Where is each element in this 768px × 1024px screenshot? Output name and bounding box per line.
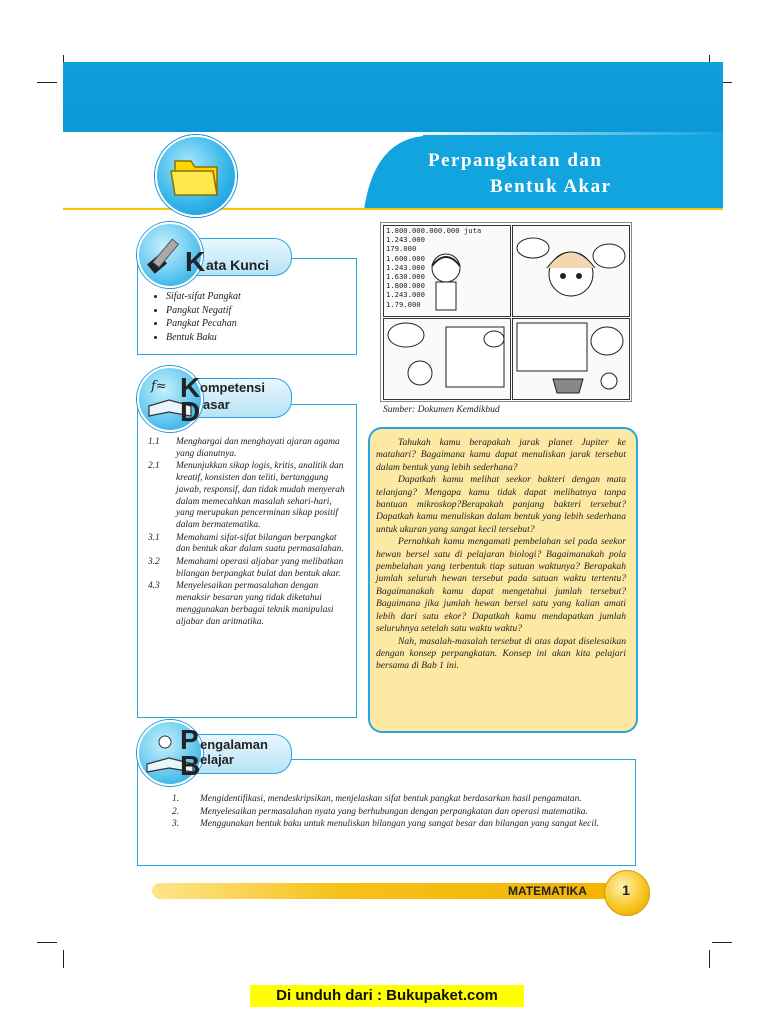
item-number: 2.	[172, 806, 180, 817]
list-item	[172, 807, 627, 819]
kompetensi-title: ompetensi	[200, 380, 266, 395]
crop-mark	[63, 950, 64, 968]
item-number: 3.	[172, 819, 180, 830]
dasar-title: asar	[203, 397, 230, 412]
intro-paragraph: Dapatkah kamu melihat seekor bakteri dengan mata telanjang? Mengapa kamu tidak dapat melihatnya tanpa bantuan mikroskop?Berapakah panjang bakteri tersebut?Dapatkah kamu menuliskan dalam bentuk yang lebih sederhana untuk ukuran yang sangat kecil tersebut?	[376, 474, 626, 535]
item-text: Menggunakan bentuk baku untuk menuliskan bilangan yang sangat besar dan bilangan yang sangat kecil.	[200, 819, 599, 830]
chapter-number: Bab I	[240, 158, 288, 175]
comic-number: 1.243.000	[386, 290, 425, 300]
chapter-title-line2: Bentuk Akar	[490, 176, 612, 197]
item-number: 1.1	[148, 437, 160, 447]
kata-kunci-initial: K	[185, 246, 206, 277]
comic-number: 1.600.000	[386, 253, 425, 263]
item-number: 1.	[172, 794, 180, 804]
intro-paragraph: Pernahkah kamu mengamati pembelahan sel pada seekor hewan bersel satu di pelajaran biologi? Bagaimanakah pola pembelahan yang terbentuk tiap satuan waktunya? Berapakah jumlah seluruh hewan tersebut pada satuan waktu tertentu? Bagaimanakah kamu dapat mengetahui jumlah tersebut? Bagaimana jika jumlah hewan bersel satu yang kalian amati lebih dari satu ekor? Dapatkah kamu mendapatkan jumlah seluruhnya setelah satu waktu waktu?	[376, 536, 626, 635]
list-item: • Bentuk Baku	[166, 331, 241, 345]
pengalaman-title: engalaman	[200, 737, 268, 752]
svg-text:f≈: f≈	[151, 379, 167, 394]
item-number: 2.1	[148, 461, 160, 472]
intro-paragraph: Tahukah kamu berapakah jarak planet Jupiter ke matahari? Bagaimana kamu dapat menuliskan jarak tersebut dalam bentuk yang lebih sederhana?	[376, 437, 626, 473]
item-text: Menyelesaikan permasalahan dengan menaksir besaran yang tidak diketahui menggunakan berbagai teknik manipulasi aljabar dan aritmatika.	[176, 581, 334, 627]
folder-badge	[155, 135, 237, 217]
comic-number: 1.630.000	[386, 272, 425, 282]
list-item	[148, 581, 348, 628]
belajar-title: elajar	[200, 752, 234, 767]
pengalaman-initial: P	[180, 724, 199, 755]
list-item	[172, 819, 627, 831]
intro-paragraph: Nah, masalah-masalah tersebut di atas dapat diselesaikan dengan konsep perpangkatan. Konsep ini akan kita pelajari bersama di Bab 1 ini.	[376, 635, 626, 672]
crop-mark	[712, 942, 732, 943]
comic-panel	[512, 225, 630, 317]
dasar-initial: D	[180, 396, 201, 427]
crop-mark	[37, 82, 57, 83]
footer-subject: MATEMATIKA	[508, 884, 587, 898]
comic-number: 179.000	[386, 244, 417, 254]
list-item: • Sifat-sifat Pangkat	[166, 290, 241, 304]
comic-number: 1.243.000	[386, 235, 425, 245]
list-item: • Pangkat Pecahan	[166, 317, 241, 331]
belajar-initial: B	[180, 750, 201, 781]
list-item	[148, 437, 348, 460]
comic-character	[384, 226, 510, 316]
item-number: 4.3	[148, 581, 160, 592]
comic-number: 1.243.000	[386, 262, 425, 272]
kata-kunci-list	[150, 290, 241, 344]
comic-number: 1.800.000	[386, 281, 425, 291]
comic-character	[384, 319, 510, 399]
item-number: 3.1	[148, 532, 160, 543]
item-number: 3.2	[148, 557, 160, 568]
kompetensi-initial: K	[180, 372, 201, 403]
download-note[interactable]: Di unduh dari : Bukupaket.com	[250, 985, 524, 1007]
list-item	[148, 533, 348, 556]
kata-kunci-title: ata Kunci	[206, 257, 270, 273]
page-number: 1	[622, 882, 630, 898]
item-text: Mengidentifikasi, mendeskripsikan, menjelaskan sifat bentuk pangkat berdasarkan hasil pengamatan.	[200, 794, 582, 804]
chapter-title-line1: Perpangkatan dan	[428, 150, 603, 171]
item-text: Menghargai dan menghayati ajaran agama yang dianutnya.	[176, 437, 340, 459]
comic-number: 1.79.000	[386, 299, 421, 309]
kompetensi-dasar-list	[148, 437, 348, 629]
item-text: Memahami operasi aljabar yang melibatkan bilangan berpangkat bulat dan bentuk akar.	[176, 557, 344, 579]
item-text: Memahami sifat-sifat bilangan berpangkat dan bentuk akar dalam suatu permasalahan.	[176, 532, 344, 555]
crop-mark	[37, 942, 57, 943]
comic-panel	[383, 318, 511, 400]
folder-icon	[157, 137, 235, 215]
crop-mark	[709, 950, 710, 968]
item-text: Menyelesaikan permasalahan nyata yang berhubungan dengan perpangkatan dan operasi matematika.	[200, 806, 588, 817]
comic-panel	[383, 225, 511, 317]
comic-character	[513, 319, 629, 399]
list-item	[148, 557, 348, 580]
list-item: • Pangkat Negatif	[166, 304, 241, 318]
comic-illustration	[380, 222, 632, 402]
intro-text	[376, 437, 626, 673]
list-item	[148, 461, 348, 531]
comic-number: 1.800.000.000.000 juta	[386, 226, 482, 235]
item-text: Menunjukkan sikap logis, kritis, analitik dan kreatif, konsisten dan teliti, bertanggung jawab, responsif, dan tidak mudah menyerah dalam memecahkan masalah sehari-hari, yang merupakan pencerminan sikap positif dalam bermatematika.	[176, 461, 345, 530]
image-caption: Sumber: Dokumen Kemdikbud	[383, 405, 500, 415]
list-item	[172, 794, 627, 806]
pengalaman-belajar-list	[172, 794, 627, 832]
comic-panel	[512, 318, 630, 400]
comic-character	[513, 226, 629, 316]
